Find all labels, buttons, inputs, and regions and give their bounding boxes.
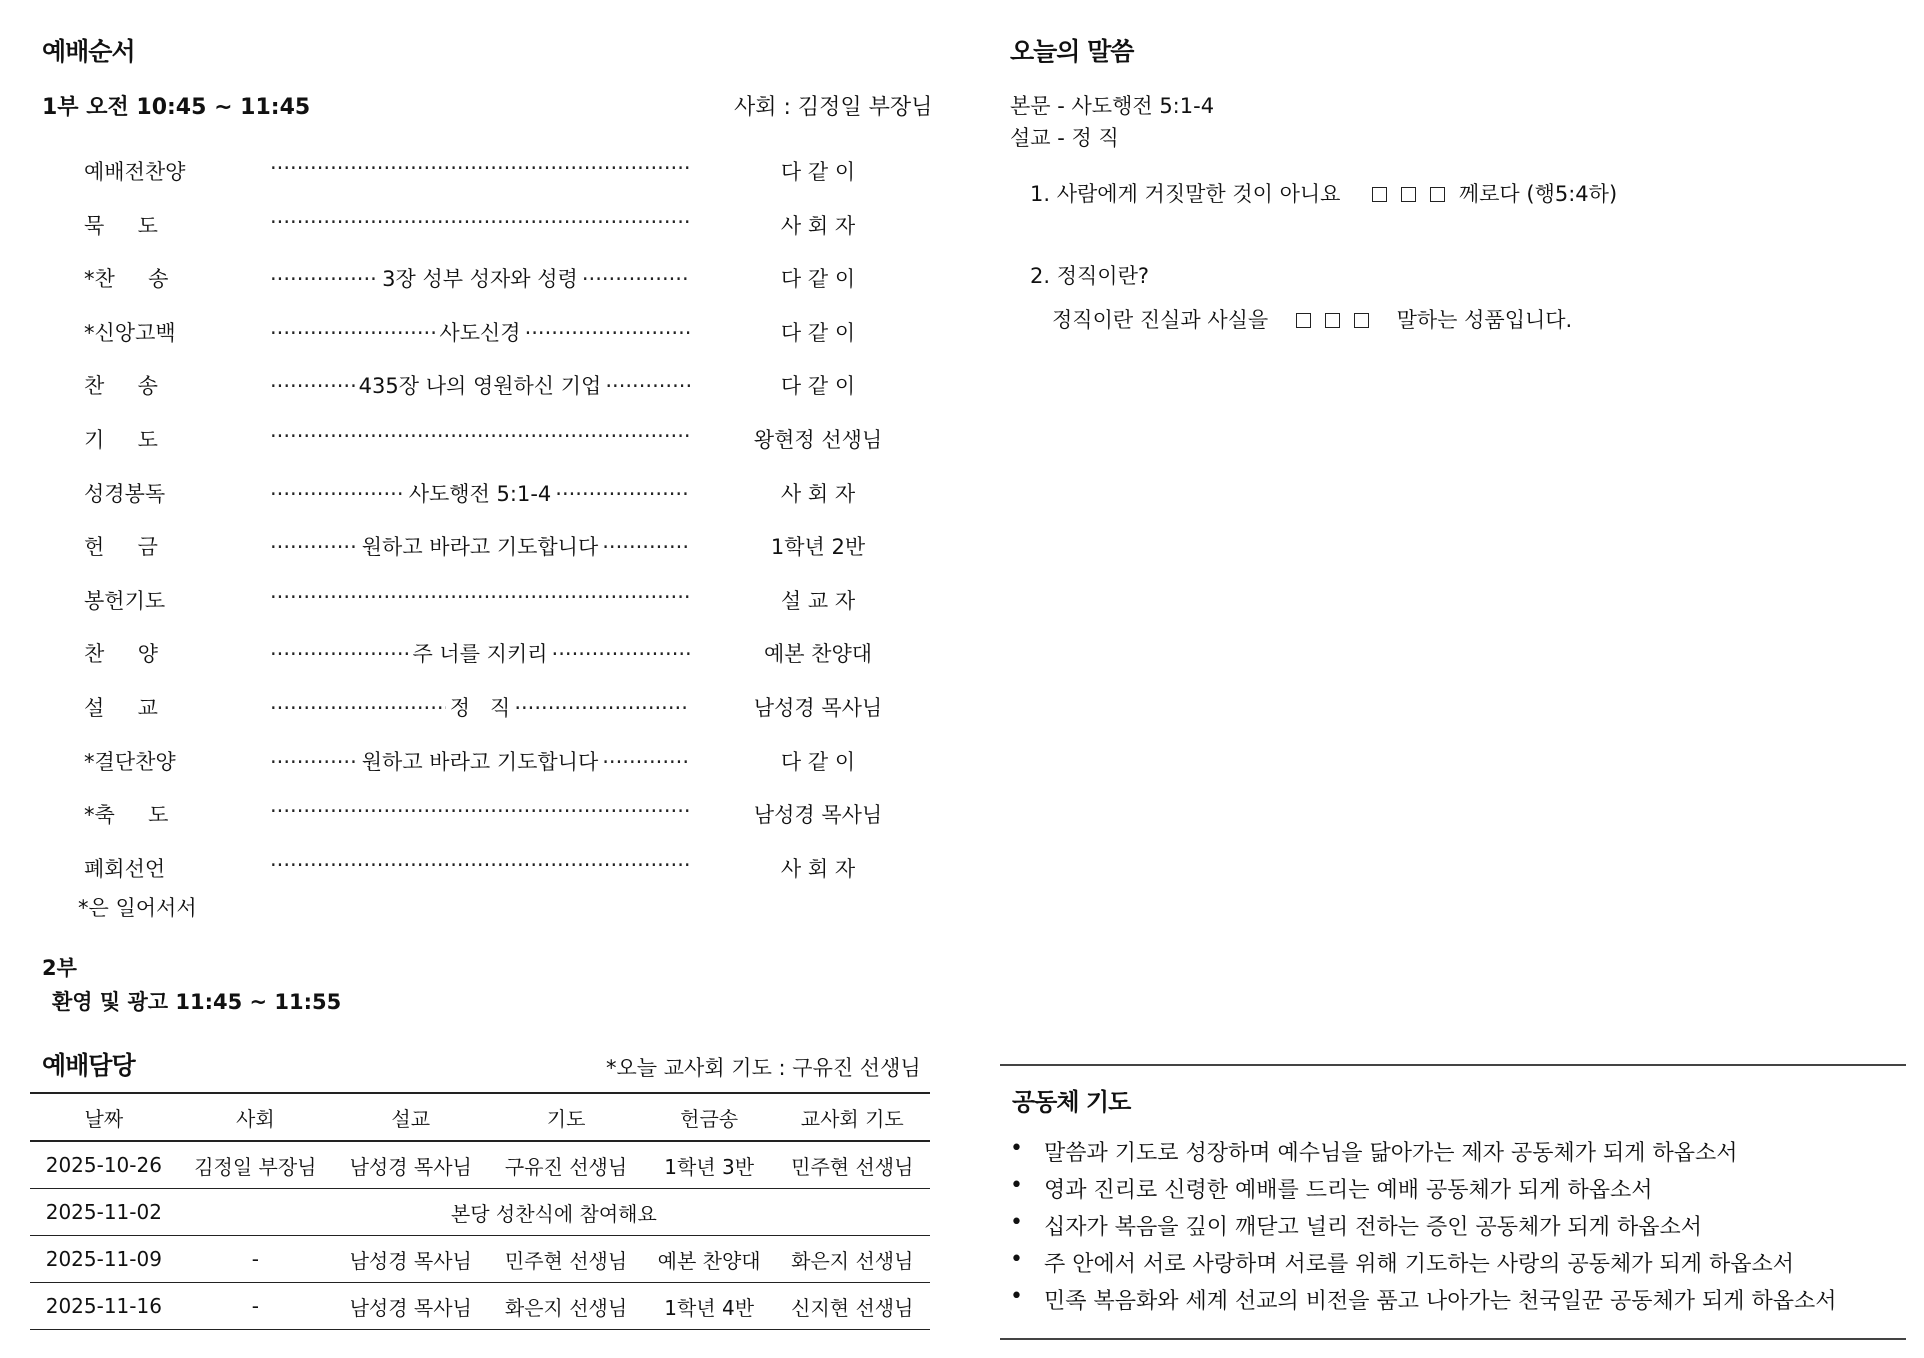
part1-time: 1부 오전 10:45 ~ 11:45 — [42, 95, 311, 120]
order-item-leader — [270, 799, 690, 823]
col-teacher-prayer: 교사회 기도 — [800, 1106, 904, 1131]
cell-offering-song: 1학년 3반 — [664, 1154, 755, 1179]
order-item-leader — [270, 746, 690, 776]
list-item: • 주 안에서 서로 사랑하며 서로를 위해 기도하는 사랑의 공동체가 되게 하옵소서 — [1004, 1247, 1837, 1284]
question-2-before: 정직이란 진실과 사실을 — [1052, 308, 1269, 332]
question-1 — [1030, 178, 1617, 208]
order-item-name: *결단찬양 — [84, 749, 176, 774]
order-item-name: *축 도 — [84, 803, 169, 828]
blank-box — [1354, 313, 1369, 328]
order-item-leader-person: 남성경 목사님 — [753, 696, 883, 720]
order-row — [0, 638, 930, 678]
order-row — [0, 370, 930, 410]
scripture-text: 본문 - 사도행전 5:1-4 — [1010, 94, 1215, 118]
order-item-detail: 주 너를 지키리 — [412, 642, 548, 667]
cell-date: 2025-11-16 — [45, 1294, 162, 1318]
blank-box — [1372, 187, 1387, 202]
order-item-name: 헌 금 — [84, 535, 158, 560]
order-row — [0, 692, 930, 732]
cell-teacher-prayer: 화은지 선생님 — [791, 1248, 914, 1273]
sermon-title: 설교 - 정 직 — [1010, 126, 1119, 150]
order-row — [0, 317, 930, 357]
table-row — [30, 1141, 930, 1189]
col-presider: 사회 — [236, 1106, 275, 1131]
cell-presider: 김정일 부장님 — [194, 1154, 317, 1179]
order-item-leader-person: 사 회 자 — [780, 481, 856, 506]
order-row — [0, 263, 930, 303]
cell-date: 2025-11-02 — [45, 1200, 162, 1224]
order-row — [0, 156, 930, 196]
part2-label: 2부 — [42, 956, 77, 980]
col-date: 날짜 — [84, 1106, 124, 1131]
order-row — [0, 746, 930, 786]
order-item-leader-person: 1학년 2반 — [770, 535, 866, 560]
blank-boxes — [1365, 182, 1452, 206]
question-2-after: 말하는 성품입니다. — [1396, 308, 1573, 332]
order-item-leader-person: 다 같 이 — [780, 160, 856, 184]
order-item-leader-person: 다 같 이 — [780, 374, 856, 399]
order-item-name: 묵 도 — [84, 213, 158, 238]
order-item-name: 봉헌기도 — [84, 588, 166, 613]
order-item-name: 찬 송 — [84, 374, 158, 399]
order-item-leader-person: 예본 찬양대 — [763, 642, 873, 667]
order-item-leader — [270, 424, 690, 448]
order-item-leader-person: 왕현정 선생님 — [753, 428, 883, 452]
order-item-leader — [270, 370, 690, 400]
table-row — [30, 1189, 930, 1236]
question-1-before: 1. 사람에게 거짓말한 것이 아니요 — [1030, 182, 1341, 206]
cell-sermon: 남성경 목사님 — [349, 1248, 472, 1273]
prayer-title: 공동체 기도 — [1012, 1088, 1131, 1116]
cell-date: 2025-11-09 — [45, 1247, 162, 1271]
order-list — [0, 156, 930, 881]
cell-presider: - — [251, 1294, 259, 1318]
cell-teacher-prayer: 민주현 선생님 — [791, 1154, 914, 1179]
question-1-after: 께로다 (행5:4하) — [1458, 182, 1618, 206]
order-item-leader-person: 설 교 자 — [780, 588, 856, 613]
blank-box — [1325, 313, 1340, 328]
question-2: 2. 정직이란? — [1030, 264, 1150, 288]
order-item-detail: 정 직 — [449, 696, 511, 720]
cell-sermon: 남성경 목사님 — [349, 1154, 472, 1179]
blank-boxes — [1289, 308, 1376, 332]
list-item: • 영과 진리로 신령한 예배를 드리는 예배 공동체가 되게 하옵소서 — [1004, 1173, 1837, 1210]
order-item-leader — [270, 317, 690, 347]
cell-teacher-prayer: 신지현 선생님 — [791, 1295, 914, 1320]
order-item-detail: 사도신경 — [439, 320, 521, 345]
order-item-leader — [270, 263, 690, 293]
order-item-leader — [270, 585, 690, 609]
order-item-name: 폐회선언 — [84, 856, 166, 881]
table-row — [30, 1236, 930, 1283]
word-title: 오늘의 말씀 — [1010, 37, 1134, 66]
teacher-prayer-note: *오늘 교사회 기도 : 구유진 선생님 — [606, 1056, 921, 1080]
col-offering-song: 헌금송 — [680, 1106, 739, 1131]
divider-bottom — [1000, 1338, 1906, 1340]
order-item-name: 예배전찬양 — [84, 160, 186, 184]
list-item: • 말씀과 기도로 성장하며 예수님을 닮아가는 제자 공동체가 되게 하옵소서 — [1004, 1136, 1837, 1173]
list-item: • 민족 복음화와 세계 선교의 비전을 품고 나아가는 천국일꾼 공동체가 되게 하옵소서 — [1004, 1284, 1837, 1321]
order-title: 예배순서 — [42, 37, 135, 66]
order-item-leader — [270, 531, 690, 561]
cell-offering-song: 예본 찬양대 — [657, 1248, 761, 1273]
prayer-list — [1004, 1136, 1837, 1321]
blank-box — [1296, 313, 1311, 328]
order-item-name: *찬 송 — [84, 267, 169, 292]
blank-box — [1401, 187, 1416, 202]
order-item-leader-person: 다 같 이 — [780, 749, 856, 774]
order-item-leader — [270, 210, 690, 234]
order-item-leader-person: 사 회 자 — [780, 213, 856, 238]
order-item-leader-person: 사 회 자 — [780, 856, 856, 881]
col-prayer: 기도 — [546, 1106, 586, 1131]
order-item-name: 찬 양 — [84, 642, 158, 667]
order-item-name: 성경봉독 — [84, 481, 166, 506]
order-item-leader — [270, 692, 690, 722]
cell-prayer: 구유진 선생님 — [504, 1154, 628, 1179]
presider: 사회 : 김정일 부장님 — [734, 95, 933, 120]
order-item-detail: 435장 나의 영원하신 기업 — [358, 374, 602, 399]
order-row — [0, 799, 930, 839]
order-item-name: 기 도 — [84, 428, 158, 452]
order-item-leader — [270, 638, 690, 668]
order-item-leader-person: 다 같 이 — [780, 267, 856, 292]
order-item-name: *신앙고백 — [84, 320, 176, 345]
blank-box — [1430, 187, 1445, 202]
order-item-leader — [270, 156, 690, 180]
divider-top — [1000, 1064, 1906, 1066]
order-item-detail: 원하고 바라고 기도합니다 — [361, 535, 599, 560]
col-sermon: 설교 — [391, 1106, 431, 1131]
order-item-leader — [270, 853, 690, 877]
order-item-detail: 사도행전 5:1-4 — [408, 481, 552, 506]
cell-presider: - — [251, 1247, 259, 1271]
order-row — [0, 424, 930, 464]
cell-date: 2025-10-26 — [45, 1153, 162, 1177]
cell-sermon: 남성경 목사님 — [349, 1295, 472, 1320]
list-item: • 십자가 복음을 깊이 깨닫고 널리 전하는 증인 공동체가 되게 하옵소서 — [1004, 1210, 1837, 1247]
order-row — [0, 531, 930, 571]
table-row — [30, 1283, 930, 1330]
cell-offering-song: 1학년 4반 — [664, 1295, 755, 1320]
order-row — [0, 478, 930, 518]
order-item-detail: 원하고 바라고 기도합니다 — [361, 749, 599, 774]
cell-merged-note: 본당 성찬식에 참여해요 — [450, 1201, 657, 1226]
duty-table — [30, 1092, 930, 1330]
order-row — [0, 585, 930, 625]
order-item-detail: 3장 성부 성자와 성령 — [382, 267, 578, 292]
order-item-name: 설 교 — [84, 696, 158, 720]
cell-prayer: 화은지 선생님 — [504, 1295, 628, 1320]
standing-note: *은 일어서서 — [78, 896, 197, 920]
order-item-leader — [270, 478, 690, 508]
part2-time: 환영 및 광고 11:45 ~ 11:55 — [52, 990, 342, 1014]
order-row — [0, 853, 930, 893]
order-item-leader-person: 남성경 목사님 — [753, 803, 883, 828]
table-header-row — [30, 1093, 930, 1141]
duty-title: 예배담당 — [42, 1051, 135, 1080]
cell-prayer: 민주현 선생님 — [504, 1248, 628, 1273]
order-row — [0, 210, 930, 250]
order-item-leader-person: 다 같 이 — [780, 320, 856, 345]
question-2-answer — [1052, 304, 1572, 334]
